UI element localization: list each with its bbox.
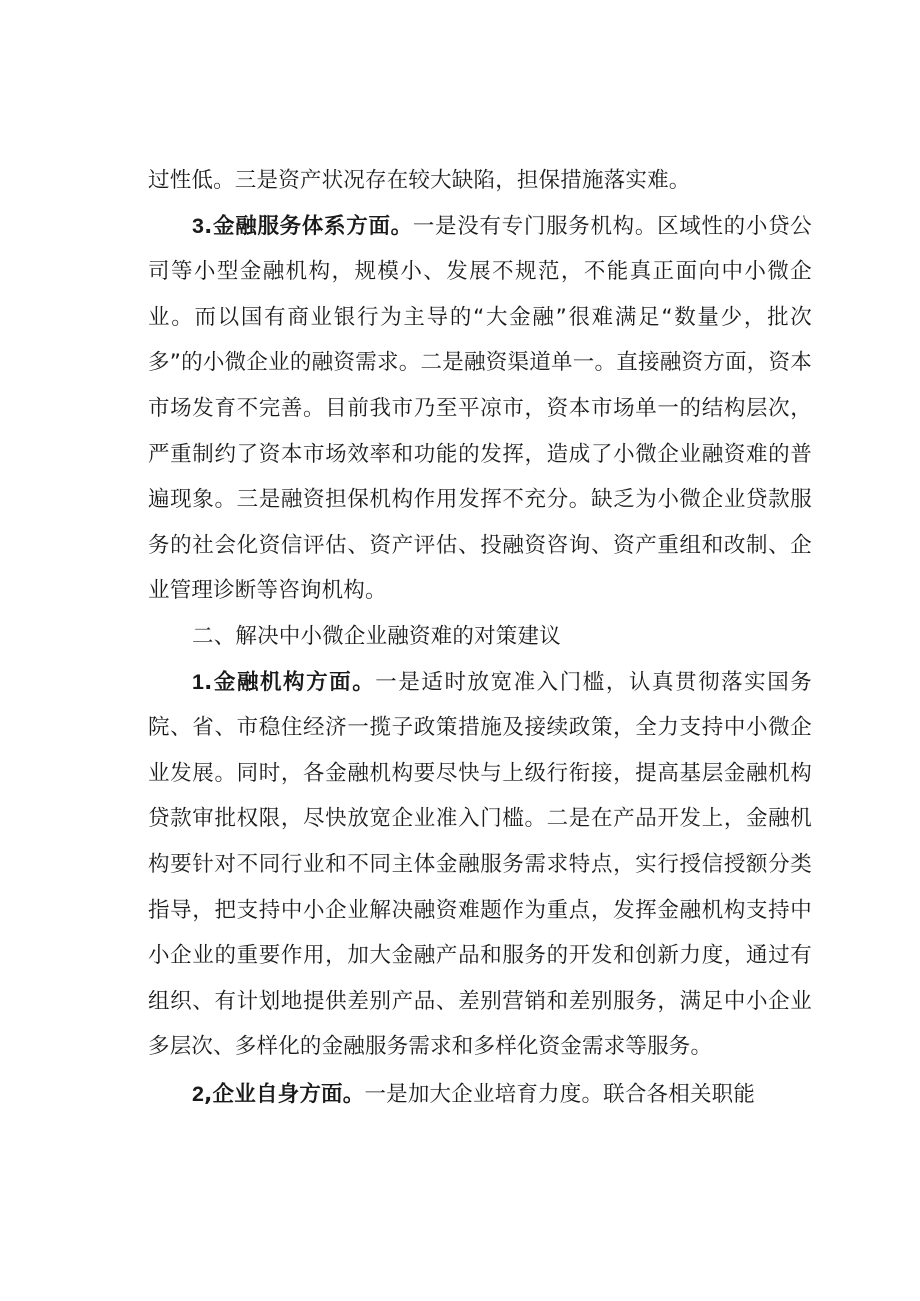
section-lead: .金融服务体系方面。	[204, 213, 413, 239]
section-number: 3	[192, 213, 205, 238]
paragraph-enterprise-itself	[148, 1072, 812, 1118]
paragraph-text: 一是适时放宽准入门槛，认真贯彻落实国务院、省、市稳住经济一揽子政策措施及接续政策，全力支持中小微企业发展。同时，各金融机构要尽快与上级行衔接，提高基层金融机构贷款审批权限，尽快放宽企业准入门槛。二是在产品开发上，金融机构要针对不同行业和不同主体金融服务需求特点，实行授信授额分类指导，把支持中小企业解决融资难题作为重点，发挥金融机构支持中小企业的重要作用，加大金融产品和服务的开发和创新力度，通过有组织、有计划地提供差别产品、差别营销和差别服务，满足中小企业多层次、多样化的金融服务需求和多样化资金需求等服务。	[148, 669, 812, 1060]
paragraph-text: 一是没有专门服务机构。区域性的小贷公司等小型金融机构，规模小、发展不规范，不能真正面向中小微企业。而以国有商业银行为主导的“大金融”很难满足“数量少，批次多”的小微企业的融资需求。二是融资渠道单一。直接融资方面，资本市场发育不完善。目前我市乃至平凉市，资本市场单一的结构层次，严重制约了资本市场效率和功能的发挥，造成了小微企业融资难的普遍现象。三是融资担保机构作用发挥不充分。缺乏为小微企业贷款服务的社会化资信评估、资产评估、投融资咨询、资产重组和改制、企业管理诊断等咨询机构。	[148, 213, 812, 604]
paragraph-text: 过性低。三是资产状况存在较大缺陷，担保措施落实难。	[148, 168, 691, 193]
paragraph-financial-institutions	[148, 660, 812, 1070]
section-lead: ,企业自身方面。	[204, 1081, 365, 1107]
paragraph-text: 一是加大企业培育力度。联合各相关职能	[364, 1081, 756, 1107]
section-number: 1	[192, 669, 205, 694]
document-body	[148, 158, 812, 1117]
paragraph-financial-service-system	[148, 204, 812, 614]
section-heading: 二、解决中小微企业融资难的对策建议	[192, 623, 561, 649]
paragraph-continuation	[148, 158, 812, 204]
section-lead: .金融机构方面。	[204, 669, 376, 695]
section-number: 2	[192, 1081, 205, 1106]
